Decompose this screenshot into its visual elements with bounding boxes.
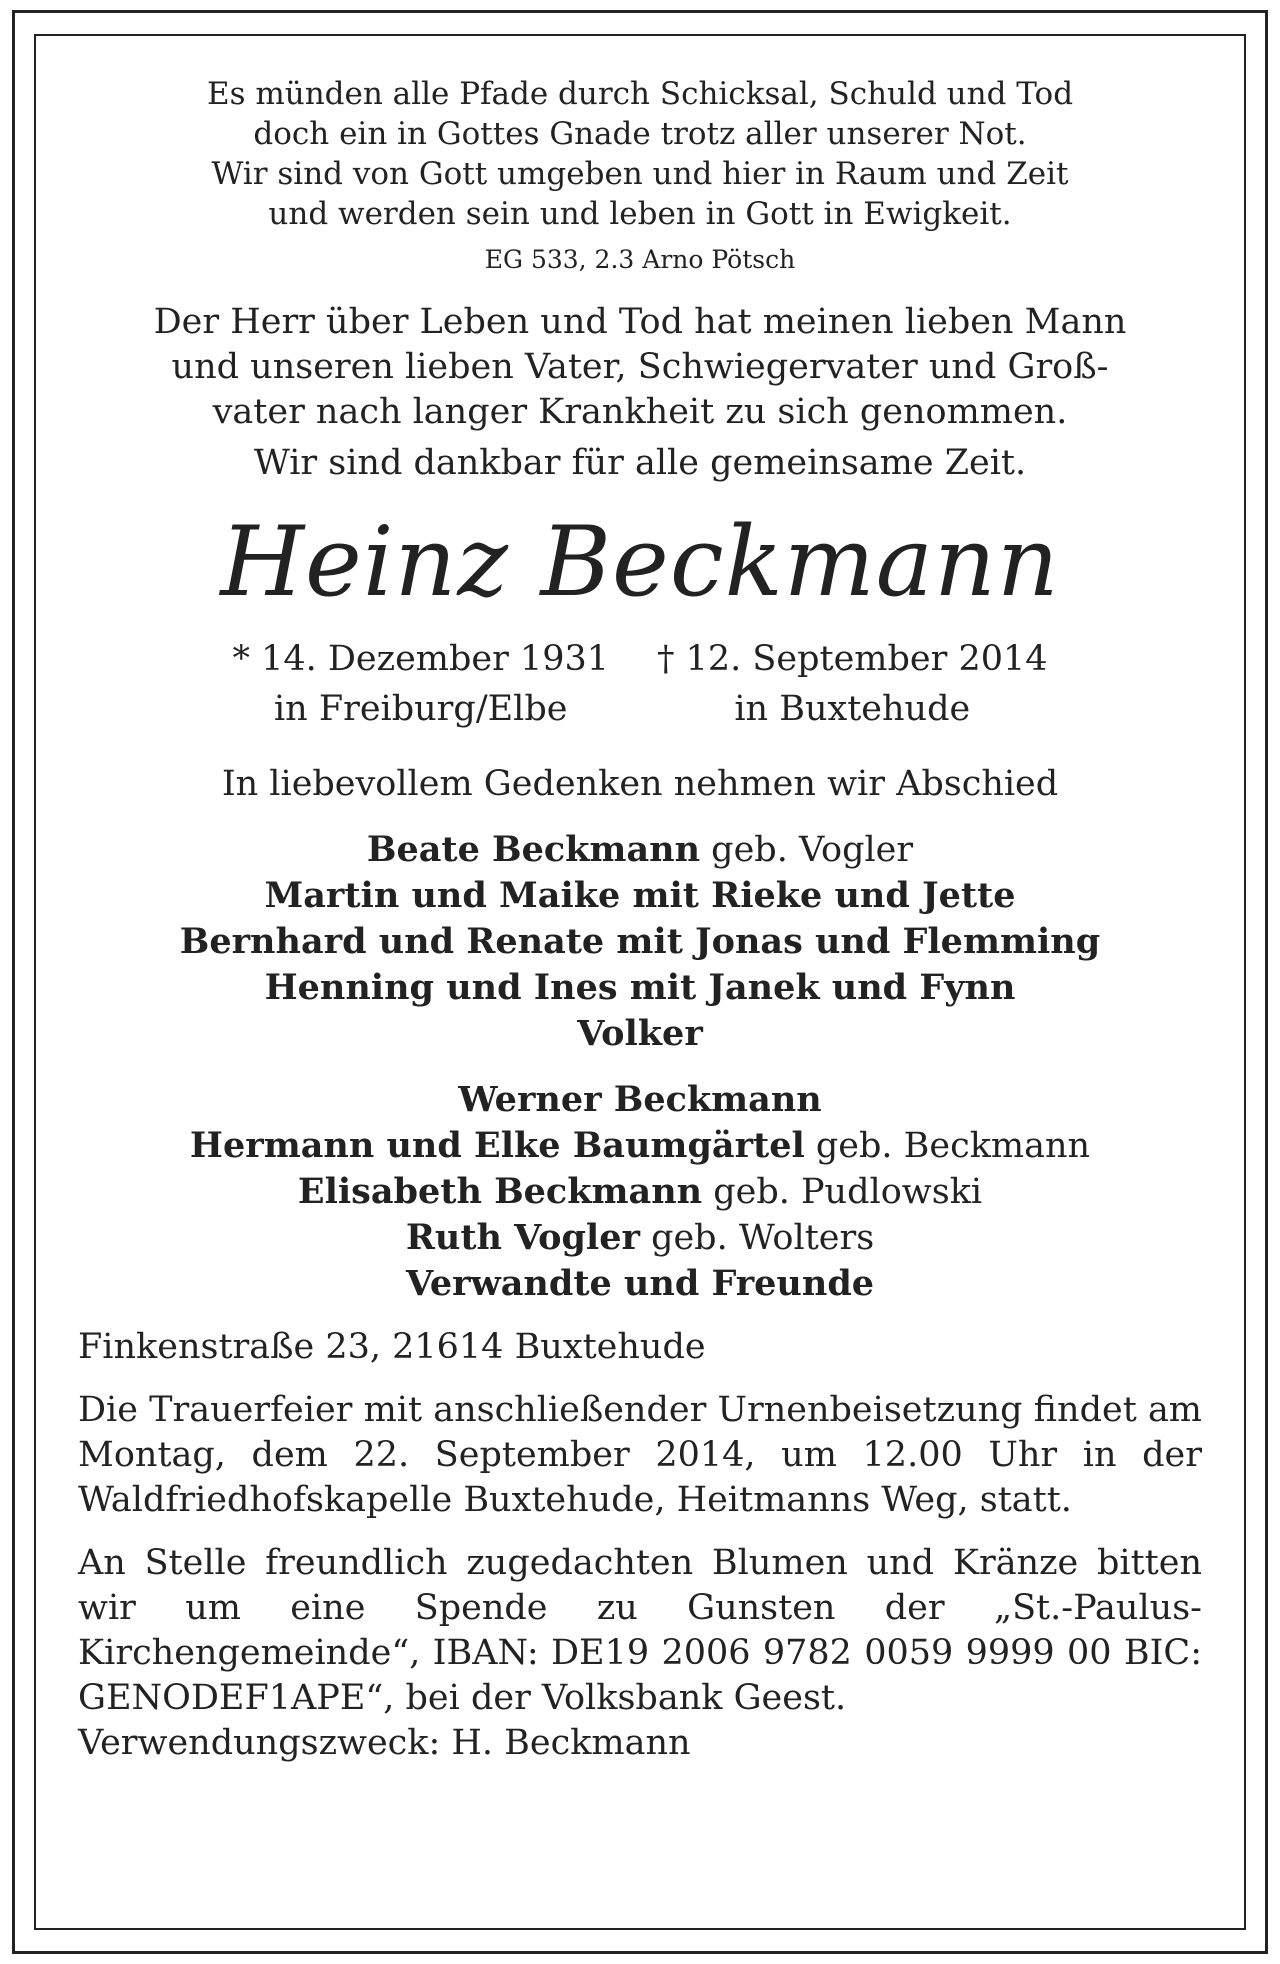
- birth-place: in Freiburg/Elbe: [273, 689, 568, 729]
- service-info: Die Trauerfeier mit anschließender Urnenbeisetzung findet am Montag, dem 22. September 2014, um 12.00 Uhr in der Waldfriedhofskapelle Buxtehude, Heitmanns Weg, statt.: [78, 1390, 1202, 1520]
- mourner-note: geb. Wolters: [639, 1218, 875, 1258]
- mourner-line: [78, 1123, 1202, 1169]
- mourner-note: geb. Beckmann: [804, 1126, 1091, 1166]
- mourner-line: [78, 873, 1202, 919]
- death-place: in Buxtehude: [734, 689, 971, 729]
- life-dates: [78, 634, 1202, 734]
- mourner-name: Martin und Maike mit Rieke und Jette: [264, 875, 1016, 916]
- mourner-line: [78, 965, 1202, 1011]
- death-info: [657, 634, 1048, 734]
- mourner-name: Ruth Vogler: [405, 1217, 640, 1258]
- verse-line: Es münden alle Pfade durch Schicksal, Schuld und Tod: [206, 76, 1074, 112]
- verse: [78, 74, 1202, 234]
- verse-line: und werden sein und leben in Gott in Ewigkeit.: [268, 196, 1012, 232]
- mourner-line: [78, 1261, 1202, 1307]
- mourner-name: Elisabeth Beckmann: [297, 1171, 703, 1212]
- mourner-name: Verwandte und Freunde: [405, 1263, 875, 1304]
- mourner-name: Werner Beckmann: [458, 1079, 822, 1120]
- mourner-note: geb. Pudlowski: [702, 1172, 983, 1212]
- mourner-line: [78, 827, 1202, 873]
- donation-info: An Stelle freundlich zugedachten Blumen und Kränze bitten wir um eine Spende zu Gunsten der „St.-Paulus-Kirchengemeinde“, IBAN: DE19 2006 9782 0059 9999 00 BIC: GENODEF1APE“, bei der Volksbank Geest.: [78, 1543, 1202, 1718]
- mourner-line: [78, 1215, 1202, 1261]
- mourner-line: [78, 1011, 1202, 1057]
- spacer: [78, 1057, 1202, 1077]
- verse-reference: EG 533, 2.3 Arno Pötsch: [484, 245, 796, 274]
- birth-info: [232, 634, 609, 734]
- birth-date: * 14. Dezember 1931: [232, 639, 610, 679]
- verse-line: doch ein in Gottes Gnade trotz aller unserer Not.: [253, 116, 1027, 152]
- mourner-name: Beate Beckmann: [366, 829, 701, 870]
- mourner-name: Henning und Ines mit Janek und Fynn: [264, 967, 1016, 1008]
- farewell-line: In liebevollem Gedenken nehmen wir Abschied: [221, 764, 1059, 804]
- mourners-list: [78, 827, 1202, 1307]
- deceased-name: Heinz Beckmann: [220, 506, 1060, 618]
- mourner-note: geb. Vogler: [700, 830, 914, 870]
- thanks-line: Wir sind dankbar für alle gemeinsame Zeit.: [253, 443, 1027, 483]
- mourner-line: [78, 1077, 1202, 1123]
- intro-line: und unseren lieben Vater, Schwiegervater und Groß-: [171, 347, 1109, 387]
- address: Finkenstraße 23, 21614 Buxtehude: [78, 1327, 706, 1367]
- mourner-name: Volker: [577, 1013, 703, 1054]
- death-date: † 12. September 2014: [657, 639, 1048, 679]
- obituary-content: [78, 74, 1202, 1766]
- verse-line: Wir sind von Gott umgeben und hier in Raum und Zeit: [211, 156, 1069, 192]
- mourner-line: [78, 919, 1202, 965]
- mourner-name: Bernhard und Renate mit Jonas und Flemming: [179, 921, 1101, 962]
- intro-text: [78, 300, 1202, 435]
- donation-purpose: Verwendungszweck: H. Beckmann: [78, 1723, 691, 1763]
- intro-line: vater nach langer Krankheit zu sich genommen.: [212, 392, 1068, 432]
- intro-line: Der Herr über Leben und Tod hat meinen lieben Mann: [153, 302, 1127, 342]
- mourner-line: [78, 1169, 1202, 1215]
- mourner-name: Hermann und Elke Baumgärtel: [189, 1125, 805, 1166]
